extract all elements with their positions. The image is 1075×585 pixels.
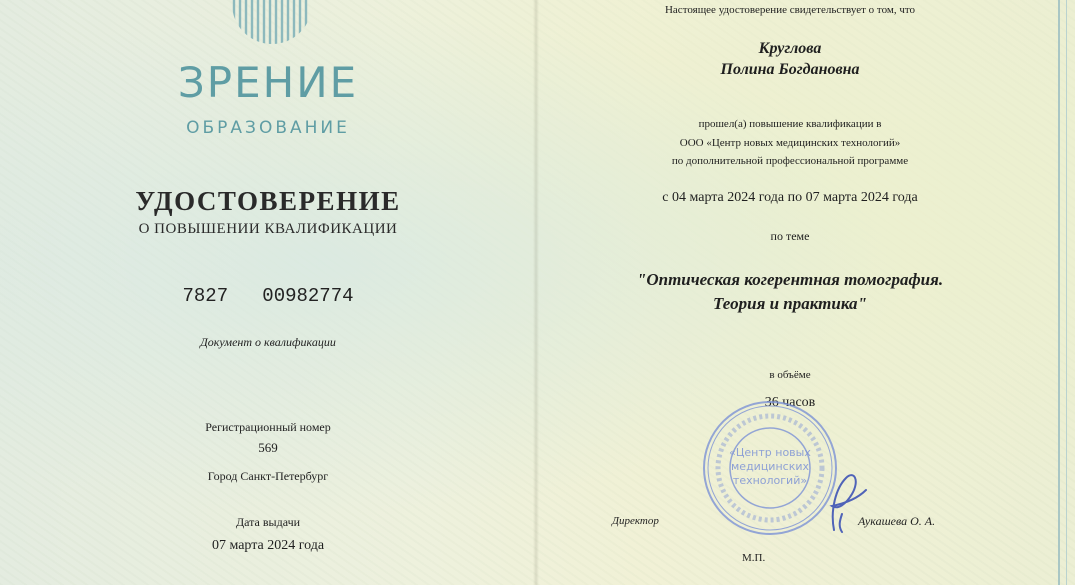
volume-label: в объёме xyxy=(769,369,811,381)
organization-line: ООО «Центр новых медицинских технологий» xyxy=(679,137,901,149)
right-decorative-border xyxy=(1058,0,1067,585)
registration-label: Регистрационный номер xyxy=(205,420,331,434)
recipient-names: Полина Богдановна xyxy=(720,61,860,78)
issue-date: 07 марта 2024 года xyxy=(211,538,325,553)
document-title: УДОСТОВЕРЕНИЕ xyxy=(135,186,401,216)
topic-line-2: Теория и практика" xyxy=(713,294,867,313)
program-line: по дополнительной профессиональной программе xyxy=(671,155,909,167)
recipient-surname: Круглова xyxy=(758,40,822,57)
stamp-text-2: медицинских xyxy=(731,460,809,473)
completion-line-1: прошел(а) повышение квалификации в xyxy=(698,118,882,130)
topic-label: по теме xyxy=(770,229,810,243)
seal-place-label: М.П. xyxy=(742,552,766,564)
brand-logo-icon xyxy=(230,0,314,50)
brand-subtitle: ОБРАЗОВАНИЕ xyxy=(186,118,350,138)
volume-hours: 36 часов xyxy=(764,395,816,410)
brand-name: ЗРЕНИЕ xyxy=(177,58,359,107)
intro-text: Настоящее удостоверение свидетельствует о том, что xyxy=(664,4,916,16)
document-type: Документ о квалификации xyxy=(200,335,336,349)
director-name: Аукашева О. А. xyxy=(858,514,936,528)
topic-line-1: "Оптическая когерентная томография. xyxy=(636,270,944,289)
stamp-text-3: технологий» xyxy=(732,474,808,487)
training-period: с 04 марта 2024 года по 07 марта 2024 года xyxy=(662,190,918,205)
document-number: 7827 00982774 xyxy=(182,285,354,307)
registration-number: 569 xyxy=(258,440,278,455)
city: Город Санкт-Петербург xyxy=(207,469,329,483)
document-subtitle: О ПОВЫШЕНИИ КВАЛИФИКАЦИИ xyxy=(138,221,398,237)
stamp-text-1: «Центр новых xyxy=(729,446,811,459)
issue-date-label: Дата выдачи xyxy=(235,515,301,529)
director-label: Директор xyxy=(612,515,659,527)
